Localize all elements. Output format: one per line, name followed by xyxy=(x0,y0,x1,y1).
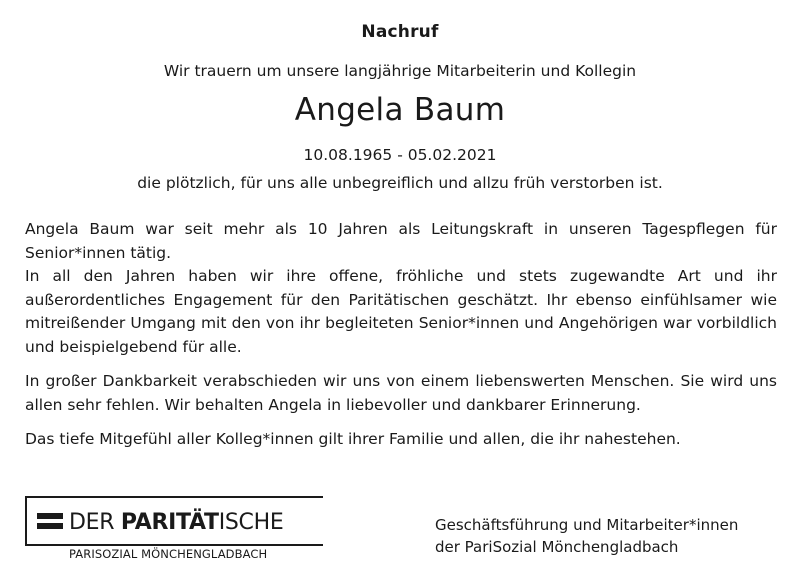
logo-wordmark: DER PARITÄTISCHE xyxy=(69,510,284,535)
life-dates: 10.08.1965 - 05.02.2021 xyxy=(303,146,497,164)
obituary-body xyxy=(25,218,777,452)
intro-line: Wir trauern um unsere langjährige Mitarbeiterin und Kollegin xyxy=(163,62,637,80)
signature-line-1: Geschäftsführung und Mitarbeiter*innen xyxy=(435,516,739,534)
logo-bars-icon xyxy=(37,513,63,537)
logo-subtitle: PARISOZIAL MÖNCHENGLADBACH xyxy=(69,547,268,561)
notice-heading: Nachruf xyxy=(361,22,439,42)
logo-bottom-rule xyxy=(25,544,323,546)
logo-top-rule xyxy=(25,496,323,498)
paritaetische-logo xyxy=(25,496,335,562)
paragraph-condolence: Das tiefe Mitgefühl aller Kolleg*innen gilt ihrer Familie und allen, die ihr nahestehen. xyxy=(25,430,681,448)
paragraph-appreciation: In all den Jahren haben wir ihre offene, fröhliche und stets zugewandte Art und ihr außerordentliches Engagement für den Paritätischen geschätzt. Ihr ebenso einfühlsamer wie mitreißender Umgang mit den von ihr begleiteten Senior*innen und Angehörigen war vorbildlich und beispielgebend für alle. xyxy=(25,267,777,356)
deceased-name: Angela Baum xyxy=(294,92,506,128)
paragraph-tenure: Angela Baum war seit mehr als 10 Jahren als Leitungskraft in unseren Tagespflegen für Senior*innen tätig. xyxy=(25,220,777,262)
signature-block xyxy=(435,514,738,558)
signature-line-2: der PariSozial Mönchengladbach xyxy=(435,538,679,556)
logo-left-rule xyxy=(25,496,27,545)
sub-line: die plötzlich, für uns alle unbegreiflich und allzu früh verstorben ist. xyxy=(137,174,663,192)
paragraph-farewell: In großer Dankbarkeit verabschieden wir uns von einem liebenswerten Menschen. Sie wird uns allen sehr fehlen. Wir behalten Angela in liebevoller und dankbarer Erinnerung. xyxy=(25,372,777,414)
